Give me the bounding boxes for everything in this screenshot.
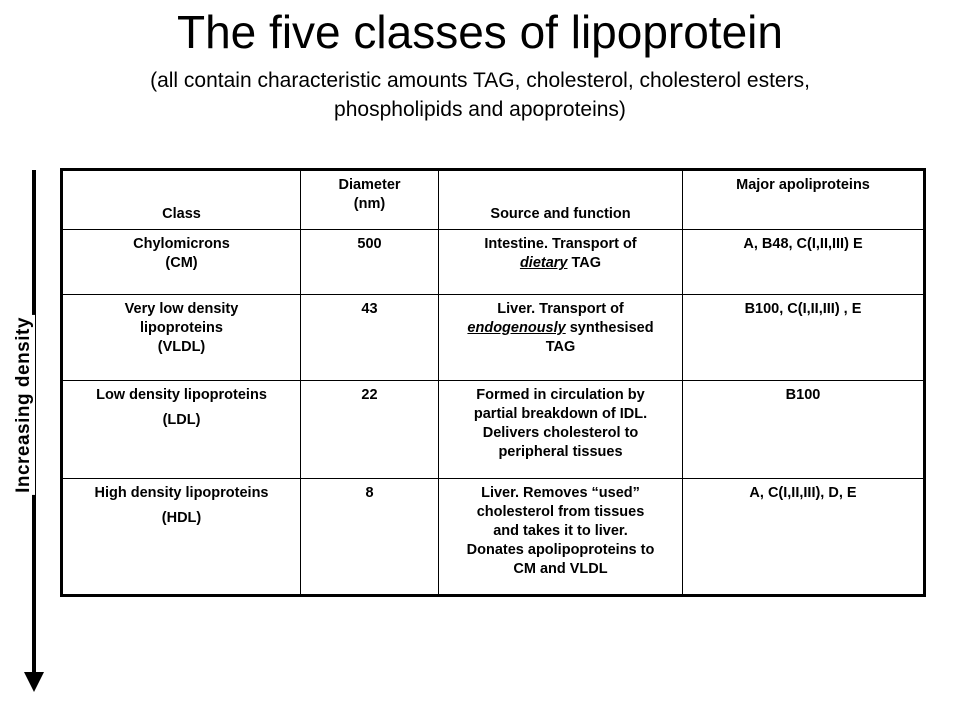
header-diameter xyxy=(301,170,439,230)
cell-diameter: 500 xyxy=(301,230,439,295)
cell-class xyxy=(62,381,301,479)
cell-class xyxy=(62,295,301,381)
lipoprotein-table xyxy=(60,168,926,597)
density-indicator xyxy=(0,0,60,720)
header-source: Source and function xyxy=(439,170,683,230)
class-line: Very low density xyxy=(124,301,239,317)
class-line: Chylomicrons xyxy=(133,236,230,252)
density-label: Increasing density xyxy=(13,317,34,493)
subtitle-line-2: phospholipids and apoproteins) xyxy=(334,98,626,121)
class-line: (CM) xyxy=(165,255,198,271)
source-line: Intestine. Transport of xyxy=(484,236,637,252)
page-subtitle xyxy=(20,66,940,124)
class-line: (VLDL) xyxy=(157,339,206,355)
cell-diameter: 43 xyxy=(301,295,439,381)
source-line: CM and VLDL xyxy=(513,561,608,577)
source-line: Delivers cholesterol to xyxy=(482,425,639,441)
cell-class xyxy=(62,230,301,295)
cell-apo: A, C(I,II,III), D, E xyxy=(683,479,925,596)
table-row-vldl xyxy=(62,295,925,381)
cell-source xyxy=(439,479,683,596)
cell-class xyxy=(62,479,301,596)
source-line: Donates apolipoproteins to xyxy=(466,542,655,558)
source-text: TAG xyxy=(567,255,602,271)
cell-source xyxy=(439,230,683,295)
cell-apo: A, B48, C(I,II,III) E xyxy=(683,230,925,295)
source-text: synthesised xyxy=(565,320,654,336)
source-line: peripheral tissues xyxy=(498,444,623,460)
source-line xyxy=(443,254,678,273)
source-emphasis: endogenously xyxy=(467,320,566,336)
class-line: Low density lipoproteins xyxy=(96,387,267,403)
page-title: The five classes of lipoprotein xyxy=(177,6,783,58)
source-line: and takes it to liver. xyxy=(493,523,628,539)
cell-source xyxy=(439,295,683,381)
source-emphasis: dietary xyxy=(519,255,568,271)
table-header-row xyxy=(62,170,925,230)
arrow-down-icon xyxy=(24,672,44,692)
table-row-ldl xyxy=(62,381,925,479)
table-row-cm xyxy=(62,230,925,295)
cell-apo: B100, C(I,II,III) , E xyxy=(683,295,925,381)
source-line xyxy=(443,319,678,338)
subtitle-line-1: (all contain characteristic amounts TAG, cholesterol, cholesterol esters, xyxy=(150,69,810,92)
cell-diameter: 22 xyxy=(301,381,439,479)
cell-apo: B100 xyxy=(683,381,925,479)
source-line: Liver. Transport of xyxy=(497,301,624,317)
source-line: Liver. Removes “used” xyxy=(481,485,640,501)
table-row-hdl xyxy=(62,479,925,596)
class-line: lipoproteins xyxy=(140,320,223,336)
class-line: (HDL) xyxy=(161,510,202,526)
class-line: (LDL) xyxy=(162,412,201,428)
cell-diameter: 8 xyxy=(301,479,439,596)
source-line: TAG xyxy=(545,339,576,355)
header-class: Class xyxy=(62,170,301,230)
header-apo: Major apoliproteins xyxy=(683,170,925,230)
source-line: Formed in circulation by xyxy=(476,387,645,403)
class-line: High density lipoproteins xyxy=(94,485,269,501)
header-diameter-line2: (nm) xyxy=(353,196,386,212)
source-line: partial breakdown of IDL. xyxy=(473,406,648,422)
header-diameter-line1: Diameter xyxy=(338,177,401,193)
cell-source xyxy=(439,381,683,479)
source-line: cholesterol from tissues xyxy=(476,504,645,520)
